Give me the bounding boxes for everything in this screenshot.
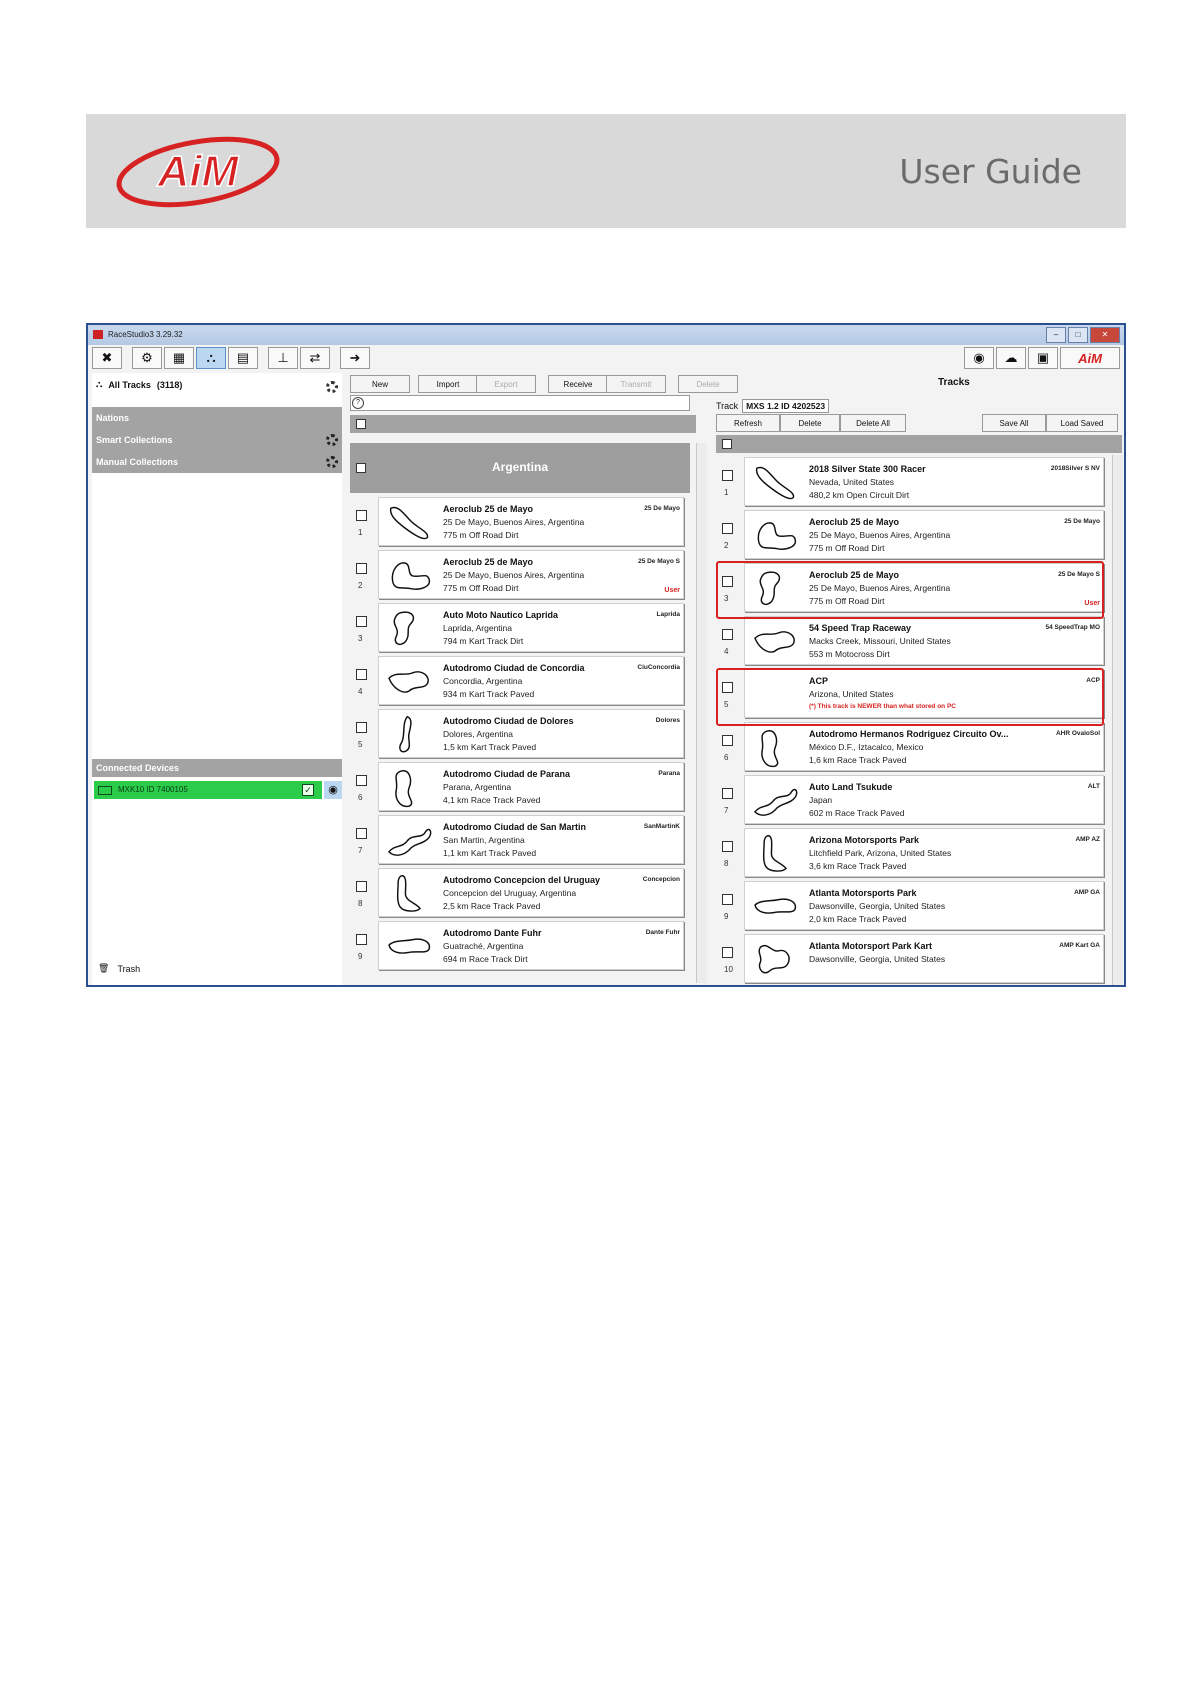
track-checkbox[interactable] — [722, 629, 733, 640]
app-window — [86, 323, 1126, 987]
track-location: Concordia, Argentina — [443, 676, 523, 686]
track-checkbox[interactable] — [356, 775, 367, 786]
track-row[interactable] — [350, 548, 696, 601]
select-all-checkbox[interactable] — [722, 439, 732, 449]
trash-icon: 🗑 — [98, 963, 110, 973]
delete-button[interactable]: Delete — [678, 375, 738, 393]
track-number: 9 — [724, 912, 729, 921]
track-checkbox[interactable] — [722, 788, 733, 799]
window-controls — [1046, 327, 1120, 343]
load-saved-button[interactable]: Load Saved — [1046, 414, 1118, 432]
track-checkbox[interactable] — [356, 616, 367, 627]
track-number: 6 — [358, 793, 363, 802]
minimize-button[interactable]: – — [1046, 327, 1066, 343]
track-number: 2 — [358, 581, 363, 590]
gear-icon[interactable] — [326, 434, 338, 446]
track-details: 1,1 km Kart Track Paved — [443, 848, 537, 858]
group-title: Argentina — [491, 460, 548, 474]
track-location: 25 De Mayo, Buenos Aires, Argentina — [443, 517, 585, 527]
dashboard-icon[interactable]: ▦ — [164, 347, 194, 369]
track-code: 25 De Mayo — [1064, 518, 1100, 525]
track-details: 1,6 km Race Track Paved — [809, 755, 907, 765]
track-checkbox[interactable] — [356, 828, 367, 839]
track-name: Autodromo Ciudad de Parana — [443, 769, 571, 779]
track-map-thumbnail — [383, 819, 437, 861]
page-header-banner — [86, 114, 1126, 228]
track-code: 54 SpeedTrap MO — [1045, 624, 1100, 631]
track-card[interactable] — [378, 815, 684, 864]
track-code: AMP GA — [1074, 889, 1100, 896]
connected-devices-header: Connected Devices — [92, 759, 342, 777]
track-checkbox[interactable] — [356, 510, 367, 521]
track-details: 553 m Motocross Dirt — [809, 649, 890, 659]
track-row[interactable] — [350, 760, 696, 813]
track-map-thumbnail — [383, 660, 437, 702]
app-icon — [93, 330, 103, 339]
delete-all-button[interactable]: Delete All — [840, 414, 906, 432]
track-label: Track — [716, 401, 739, 411]
export-icon[interactable]: ➜ — [340, 347, 370, 369]
delete-button[interactable]: Delete — [780, 414, 840, 432]
track-map-thumbnail — [383, 925, 437, 967]
track-code: 25 De Mayo S — [1058, 571, 1100, 578]
track-row[interactable] — [350, 495, 696, 548]
track-checkbox[interactable] — [356, 563, 367, 574]
track-number: 8 — [724, 859, 729, 868]
trash-item[interactable] — [98, 963, 140, 974]
nations-section[interactable]: Nations — [92, 407, 342, 429]
track-details: 775 m Off Road Dirt — [443, 530, 519, 540]
export-button[interactable]: Export — [476, 375, 536, 393]
select-all-checkbox[interactable] — [356, 419, 366, 429]
track-row[interactable] — [350, 601, 696, 654]
middle-track-list — [350, 495, 696, 985]
track-number: 7 — [724, 806, 729, 815]
track-row[interactable] — [350, 654, 696, 707]
track-number: 3 — [358, 634, 363, 643]
track-name: Autodromo Ciudad de San Martin — [443, 822, 586, 832]
track-number: 10 — [724, 965, 733, 974]
track-location: Guatraché, Argentina — [443, 941, 524, 951]
track-code: 25 De Mayo — [644, 505, 680, 512]
track-details: 3,6 km Race Track Paved — [809, 861, 907, 871]
track-details: 775 m Off Road Dirt — [809, 596, 885, 606]
highlight-box — [716, 668, 1104, 726]
track-map-thumbnail — [383, 766, 437, 808]
device-value: MXS 1.2 ID 4202523 — [742, 399, 829, 413]
track-map-thumbnail — [749, 514, 803, 556]
save-all-button[interactable]: Save All — [982, 414, 1046, 432]
track-card[interactable] — [744, 722, 1104, 771]
wifi-icon[interactable]: ◉ — [324, 781, 342, 799]
track-card[interactable] — [378, 709, 684, 758]
track-map-thumbnail — [749, 938, 803, 980]
device-row[interactable] — [94, 781, 322, 799]
ecu-icon[interactable]: ▣ — [1028, 347, 1058, 369]
cloud-icon[interactable]: ☁ — [996, 347, 1026, 369]
gear-icon[interactable] — [326, 456, 338, 468]
track-checkbox[interactable] — [722, 735, 733, 746]
track-checkbox[interactable] — [722, 470, 733, 481]
track-location: Dolores, Argentina — [443, 729, 513, 739]
track-name: Aeroclub 25 de Mayo — [443, 504, 534, 514]
track-code: CiuConcordia — [637, 664, 680, 671]
track-details: 694 m Race Track Dirt — [443, 954, 528, 964]
track-card[interactable] — [744, 881, 1104, 930]
track-details: 794 m Kart Track Dirt — [443, 636, 524, 646]
track-number: 1 — [358, 528, 363, 537]
track-code: ACP — [1086, 677, 1100, 684]
all-tracks-label: All Tracks — [108, 379, 151, 390]
track-map-thumbnail — [383, 607, 437, 649]
highlight-box — [716, 561, 1104, 619]
track-number: 5 — [358, 740, 363, 749]
track-code: ALT — [1087, 783, 1100, 790]
main-toolbar — [92, 347, 370, 371]
gear-icon[interactable] — [326, 381, 338, 393]
left-panel — [92, 373, 342, 985]
track-name: Aeroclub 25 de Mayo — [809, 517, 900, 527]
track-row[interactable] — [716, 826, 1112, 879]
configuration-icon[interactable]: ⚙ — [132, 347, 162, 369]
track-details: 934 m Kart Track Paved — [443, 689, 535, 699]
transfer-icon[interactable]: ⇄ — [300, 347, 330, 369]
track-row[interactable] — [350, 707, 696, 760]
track-checkbox[interactable] — [356, 881, 367, 892]
track-code: Concepcion — [642, 876, 680, 883]
track-location: 25 De Mayo, Buenos Aires, Argentina — [809, 583, 951, 593]
track-card[interactable] — [378, 921, 684, 970]
right-scrollbar[interactable] — [1112, 455, 1123, 985]
tracks-icon: ⛬ — [96, 379, 103, 389]
track-code: 25 De Mayo S — [638, 558, 680, 565]
track-name: Arizona Motorsports Park — [809, 835, 920, 845]
maximize-button[interactable]: □ — [1068, 327, 1088, 343]
track-number: 7 — [358, 846, 363, 855]
track-number: 9 — [358, 952, 363, 961]
track-name: ACP — [809, 676, 829, 686]
smart-collections-section[interactable]: Smart Collections — [92, 429, 342, 451]
track-map-thumbnail — [383, 501, 437, 543]
track-map-thumbnail — [749, 832, 803, 874]
middle-scrollbar[interactable] — [696, 443, 707, 983]
track-code: SanMartinK — [643, 823, 680, 830]
user-tag: User — [1084, 600, 1100, 607]
track-number: 4 — [358, 687, 363, 696]
track-name: Autodromo Hermanos Rodriguez Circuito Ov... — [809, 729, 1009, 739]
track-name: Autodromo Ciudad de Dolores — [443, 716, 574, 726]
track-card[interactable] — [744, 828, 1104, 877]
track-number: 5 — [724, 700, 729, 709]
track-code: 2018Silver S NV — [1050, 465, 1100, 472]
track-name: 54 Speed Trap Raceway — [809, 623, 912, 633]
track-name: Autodromo Ciudad de Concordia — [443, 663, 585, 673]
manual-collections-section[interactable]: Manual Collections — [92, 451, 342, 473]
track-row[interactable] — [716, 455, 1112, 508]
track-code: Laprida — [656, 611, 680, 618]
track-row[interactable] — [350, 866, 696, 919]
device-track-info — [716, 399, 829, 413]
right-toolbar — [964, 347, 1120, 371]
track-checkbox[interactable] — [356, 934, 367, 945]
track-code: Parana — [658, 770, 680, 777]
refresh-button[interactable]: Refresh — [716, 414, 780, 432]
track-details: 775 m Off Road Dirt — [443, 583, 519, 593]
track-number: 2 — [724, 541, 729, 550]
track-map-thumbnail — [383, 713, 437, 755]
track-number: 6 — [724, 753, 729, 762]
track-location: 25 De Mayo, Buenos Aires, Argentina — [809, 530, 951, 540]
track-details: 2,5 km Race Track Paved — [443, 901, 541, 911]
track-details: 480,2 km Open Circuit Dirt — [809, 490, 910, 500]
track-name: Autodromo Concepcion del Uruguay — [443, 875, 601, 885]
track-name: Atlanta Motorsports Park — [809, 888, 917, 898]
track-name: Atlanta Motorsport Park Kart — [809, 941, 933, 951]
track-details: 2,0 km Race Track Paved — [809, 914, 907, 924]
download-icon[interactable]: ⊥ — [268, 347, 298, 369]
track-card[interactable] — [378, 497, 684, 546]
track-location: Concepcion del Uruguay, Argentina — [443, 888, 577, 898]
track-name: Aeroclub 25 de Mayo — [809, 570, 900, 580]
window-title: RaceStudio3 3.29.32 — [108, 330, 183, 339]
track-location: Parana, Argentina — [443, 782, 512, 792]
track-number: 4 — [724, 647, 729, 656]
track-number: 3 — [724, 594, 729, 603]
transmit-button[interactable]: Transmit — [606, 375, 666, 393]
track-location: Dawsonville, Georgia, United States — [809, 901, 946, 911]
track-details: 602 m Race Track Paved — [809, 808, 905, 818]
track-location: Japan — [809, 795, 833, 805]
track-checkbox[interactable] — [722, 523, 733, 534]
track-card[interactable] — [744, 775, 1104, 824]
track-code: AMP AZ — [1075, 836, 1100, 843]
track-checkbox[interactable] — [722, 841, 733, 852]
track-row[interactable] — [350, 919, 696, 972]
track-map-thumbnail — [383, 554, 437, 596]
track-details: 1,5 km Kart Track Paved — [443, 742, 537, 752]
all-tracks-item[interactable] — [96, 379, 182, 390]
track-code: AMP Kart GA — [1059, 942, 1100, 949]
track-name: 2018 Silver State 300 Racer — [809, 464, 926, 474]
track-row[interactable] — [716, 614, 1112, 667]
track-checkbox[interactable] — [722, 894, 733, 905]
aim-brand-button[interactable]: AiM — [1060, 347, 1120, 369]
close-button[interactable]: ✕ — [1090, 327, 1120, 343]
track-checkbox[interactable] — [722, 947, 733, 958]
track-map-thumbnail — [749, 779, 803, 821]
track-card[interactable] — [744, 457, 1104, 506]
track-name: Auto Moto Nautico Laprida — [443, 610, 558, 620]
video-icon[interactable]: ▤ — [228, 347, 258, 369]
track-checkbox[interactable] — [356, 669, 367, 680]
track-card[interactable] — [378, 550, 684, 599]
newer-warning: (*) This track is NEWER than what stored on PC — [809, 703, 956, 710]
track-name: Autodromo Dante Fuhr — [443, 928, 542, 938]
track-location: Arizona, United States — [809, 689, 894, 699]
track-map-thumbnail — [749, 461, 803, 503]
user-tag: User — [664, 587, 680, 594]
track-checkbox[interactable] — [356, 722, 367, 733]
track-location: San Martin, Argentina — [443, 835, 525, 845]
tools-icon[interactable]: ✖ — [92, 347, 122, 369]
middle-select-all-bar — [350, 415, 696, 433]
device-icon — [98, 786, 112, 795]
device-name: MXK10 ID 7400105 — [118, 785, 188, 794]
title-bar — [88, 325, 1124, 345]
track-card[interactable] — [378, 603, 684, 652]
track-number: 8 — [358, 899, 363, 908]
track-code: Dante Fuhr — [645, 929, 680, 936]
aim-logo — [114, 132, 282, 212]
right-select-all-bar — [716, 435, 1122, 453]
track-details: 4,1 km Race Track Paved — [443, 795, 541, 805]
all-tracks-count: (3118) — [156, 379, 183, 390]
track-row[interactable] — [716, 879, 1112, 932]
track-row[interactable] — [716, 508, 1112, 561]
track-map-thumbnail — [749, 885, 803, 927]
track-location: Macks Creek, Missouri, United States — [809, 636, 951, 646]
group-header — [350, 443, 690, 493]
track-card[interactable] — [744, 934, 1104, 983]
import-button[interactable]: Import — [418, 375, 478, 393]
track-location: Litchfield Park, Arizona, United States — [809, 848, 952, 858]
track-name: Auto Land Tsukude — [809, 782, 893, 792]
track-details: 775 m Off Road Dirt — [809, 543, 885, 553]
guide-title: User Guide — [899, 152, 1082, 191]
search-input[interactable] — [350, 395, 690, 411]
track-card[interactable] — [378, 656, 684, 705]
tracks-title: Tracks — [938, 377, 970, 388]
track-name: Aeroclub 25 de Mayo — [443, 557, 534, 567]
tracks-icon[interactable]: ⛬ — [196, 347, 226, 369]
track-code: AHR OvaloSol — [1055, 730, 1100, 737]
help-icon[interactable]: ? — [352, 397, 364, 409]
track-number: 1 — [724, 488, 729, 497]
track-row[interactable] — [350, 813, 696, 866]
wifi-icon[interactable]: ◉ — [964, 347, 994, 369]
track-row[interactable] — [716, 773, 1112, 826]
new-button[interactable]: New — [350, 375, 410, 393]
track-card[interactable] — [378, 762, 684, 811]
track-row[interactable] — [716, 720, 1112, 773]
track-map-thumbnail — [749, 726, 803, 768]
track-location: Nevada, United States — [809, 477, 895, 487]
track-card[interactable] — [744, 510, 1104, 559]
track-map-thumbnail — [383, 872, 437, 914]
receive-button[interactable]: Receive — [548, 375, 608, 393]
track-location: México D.F., Iztacalco, Mexico — [809, 742, 924, 752]
track-row[interactable] — [716, 932, 1112, 985]
device-checkbox[interactable]: ✓ — [302, 784, 314, 796]
track-card[interactable] — [378, 868, 684, 917]
svg-text:AiM: AiM — [157, 147, 239, 196]
track-card[interactable] — [744, 616, 1104, 665]
track-location: Dawsonville, Georgia, United States — [809, 954, 946, 964]
track-code: Dolores — [655, 717, 680, 724]
trash-label: Trash — [117, 963, 141, 974]
track-map-thumbnail — [749, 620, 803, 662]
track-location: Laprida, Argentina — [443, 623, 512, 633]
track-location: 25 De Mayo, Buenos Aires, Argentina — [443, 570, 585, 580]
